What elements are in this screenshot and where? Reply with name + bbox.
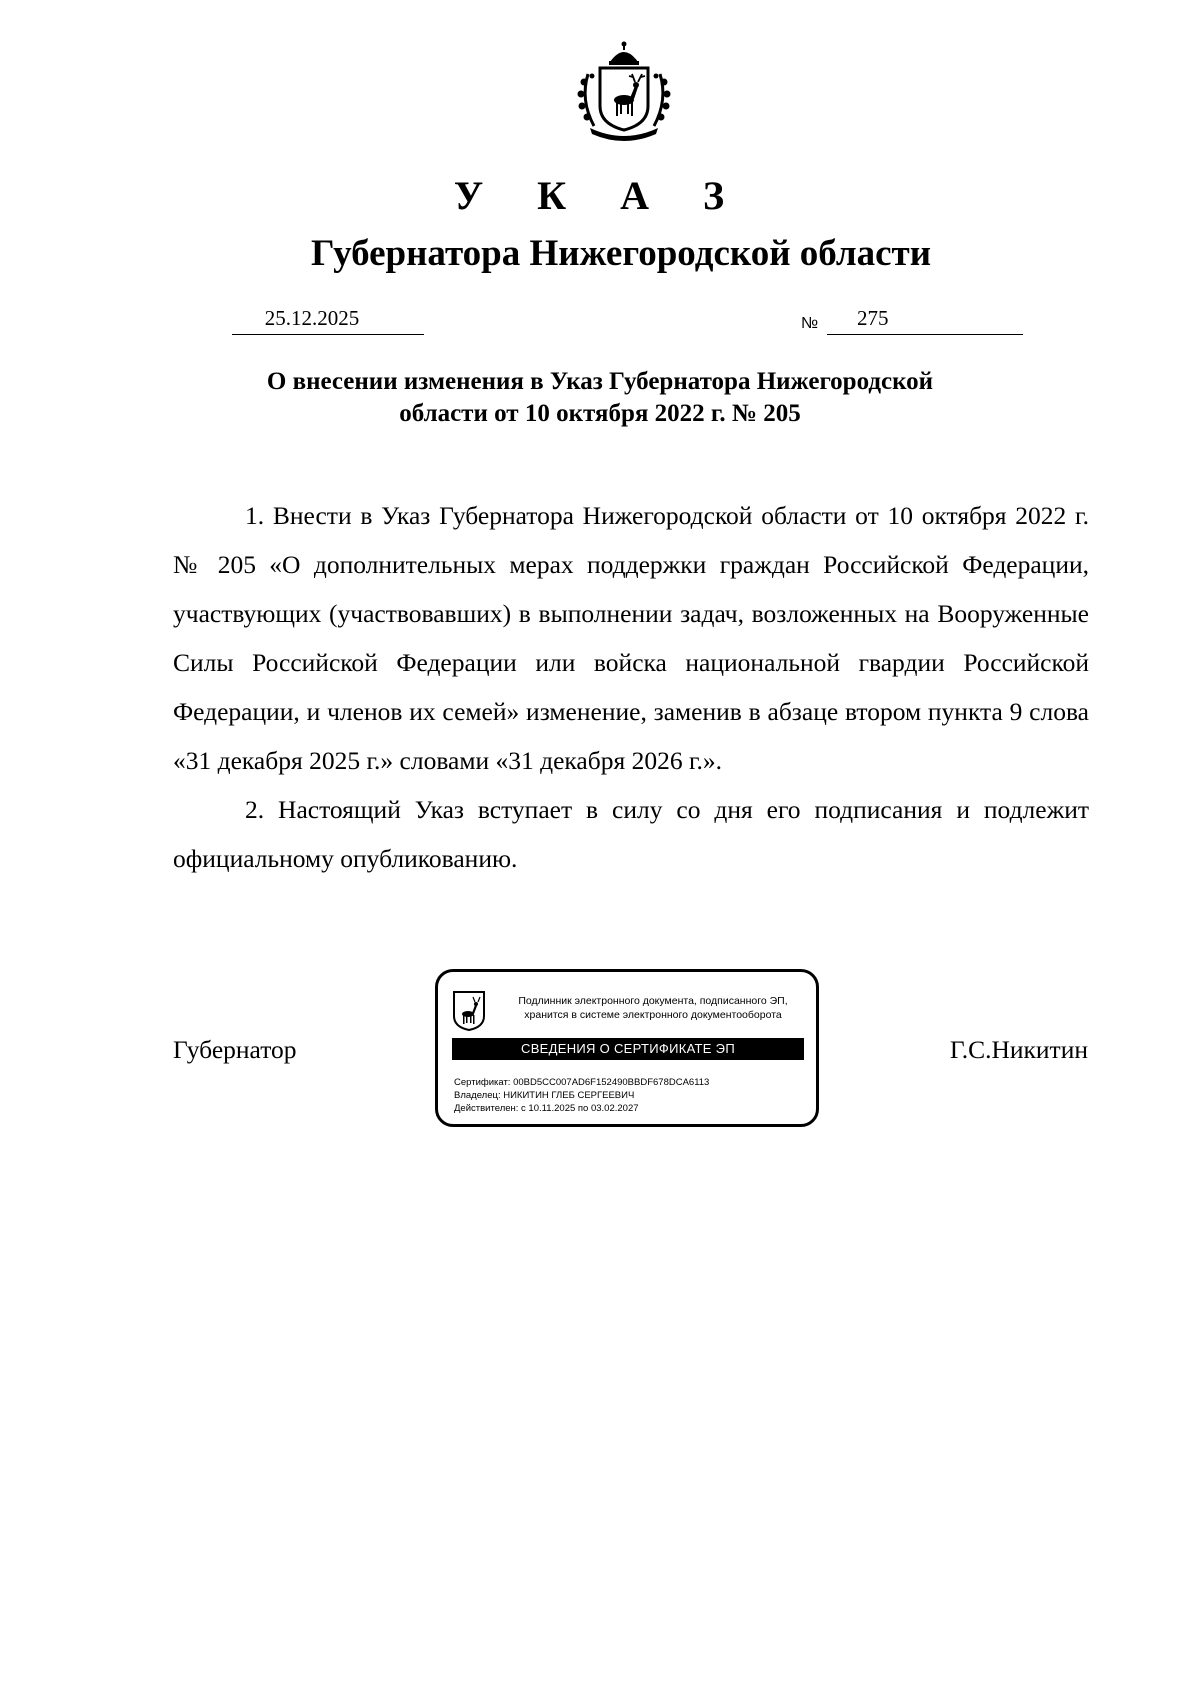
number-label: № [801, 315, 819, 332]
body-paragraph-2: 2. Настоящий Указ вступает в силу со дня его подписания и подлежит официальному опубликованию. [173, 795, 1089, 873]
number-field [827, 304, 1023, 335]
subject-line-1: О внесении изменения в Указ Губернатора Нижегородской [266, 368, 934, 395]
body-paragraph-1: 1. Внести в Указ Губернатора Нижегородской области от 10 октября 2022 г. № 205 «О дополнительных мерах поддержки граждан Российской Федерации, участвующих (участвовавших) в выполнении задач, возложенных на Вооруженные Силы Российской Федерации или войска национальной гвардии Российской Федерации, и членов их семей» изменение, заменив в абзаце втором пункта 9 слова «31 декабря 2025 г.» словами «31 декабря 2026 г.». [173, 501, 1089, 775]
signatory-position: Губернатор [173, 1035, 297, 1064]
document-date: 25.12.2025 [264, 306, 360, 330]
document-number: 275 [857, 306, 889, 330]
certificate-id: Сертификат: 00BD5CC007AD6F152490BBDF678DCA6113 [454, 1077, 710, 1088]
electronic-signature-stamp [435, 969, 819, 1127]
certificate-validity: Действителен: с 10.11.2025 по 03.02.2027 [454, 1103, 639, 1114]
stamp-note-line-2: хранится в системе электронного документооборота [524, 1009, 782, 1021]
deer-shield-icon [452, 990, 486, 1032]
document-body [173, 491, 1089, 883]
document-subject [200, 366, 1000, 430]
signatory-name: Г.С.Никитин [949, 1035, 1088, 1064]
coat-of-arms-icon [572, 40, 676, 144]
stamp-note [498, 994, 808, 1022]
certificate-owner: Владелец: НИКИТИН ГЛЕБ СЕРГЕЕВИЧ [454, 1090, 635, 1101]
stamp-note-line-1: Подлинник электронного документа, подписанного ЭП, [518, 995, 788, 1007]
document-type-title: У К А З [453, 173, 747, 218]
date-field [232, 304, 424, 335]
stamp-heading: СВЕДЕНИЯ О СЕРТИФИКАТЕ ЭП [452, 1038, 804, 1060]
issuer-title: Губернатора Нижегородской области [310, 233, 932, 274]
certificate-details [454, 1076, 709, 1115]
subject-line-2: области от 10 октября 2022 г. № 205 [399, 400, 801, 427]
